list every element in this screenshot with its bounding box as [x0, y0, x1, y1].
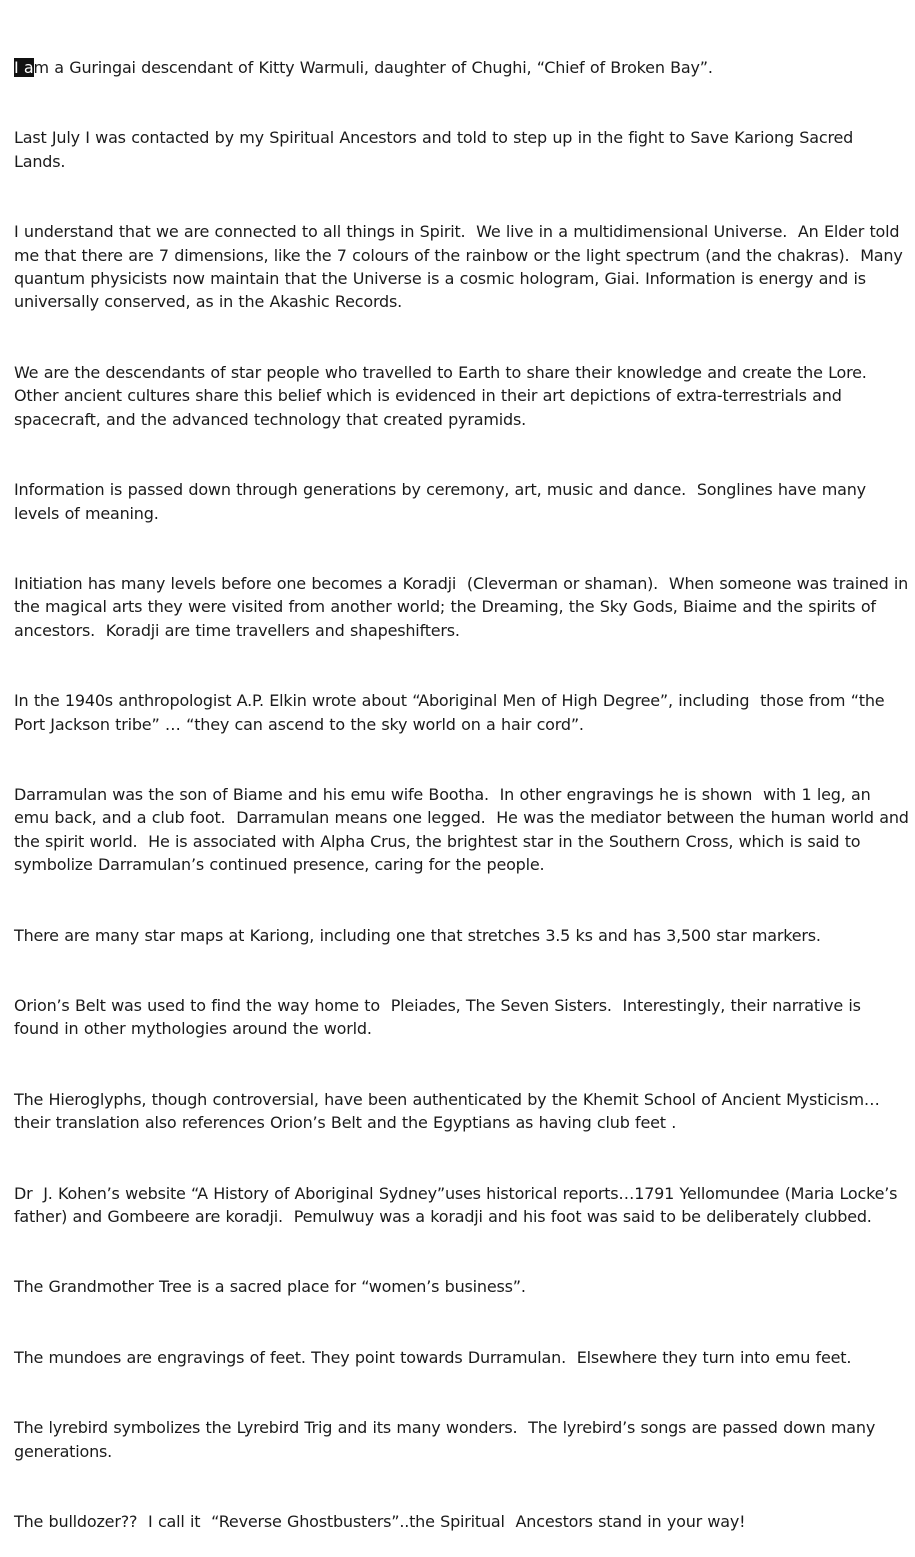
paragraph-intro[interactable]	[14, 56, 909, 79]
paragraph: Dr J. Kohen’s website “A History of Aboriginal Sydney”uses historical reports…1791 Yellomundee (Maria Locke’s father) and Gombeere are koradji. Pemulwuy was a koradji and his foot was said to be deliberately clubbed.	[14, 1183, 903, 1227]
paragraph: Orion’s Belt was used to find the way home to Pleiades, The Seven Sisters. Interestingly, their narrative is found in other mythologies around the world.	[14, 996, 867, 1039]
paragraph: I understand that we are connected to all things in Spirit. We live in a multidimensional Universe. An Elder told me that there are 7 dimensions, like the 7 colours of the rainbow or the light spectrum (and the chakras). Many quantum physicists now maintain that the Universe is a cosmic hologram, Giai. Information is energy and is universally conserved, as in the Akashic Records.	[14, 222, 908, 312]
paragraph: Information is passed down through generations by ceremony, art, music and dance. Songlines have many levels of meaning.	[14, 480, 872, 523]
paragraph: Last July I was contacted by my Spiritual Ancestors and told to step up in the fight to Save Kariong Sacred Lands.	[14, 128, 859, 171]
paragraph: We are the descendants of star people who travelled to Earth to share their knowledge and create the Lore. Other ancient cultures share this belief which is evidenced in their art depictions of extra-terrestrials and spacecraft, and the advanced technology that created pyramids.	[14, 362, 873, 429]
paragraph: The bulldozer?? I call it “Reverse Ghostbusters”..the Spiritual Ancestors stand in your way!	[14, 1512, 746, 1531]
paragraph: The mundoes are engravings of feet. They point towards Durramulan. Elsewhere they turn into emu feet.	[14, 1347, 852, 1367]
text-selection[interactable]: I a	[14, 57, 34, 77]
paragraph: In the 1940s anthropologist A.P. Elkin wrote about “Aboriginal Men of High Degree”, including those from “the Port Jackson tribe” … “they can ascend to the sky world on a hair cord”.	[14, 691, 890, 734]
paragraph: Initiation has many levels before one becomes a Koradji (Cleverman or shaman). When someone was trained in the magical arts they were visited from another world; the Dreaming, the Sky Gods, Biaime and the spirits of ancestors. Koradji are time travellers and shapeshifters.	[14, 573, 914, 640]
paragraph: The Hieroglyphs, though controversial, have been authenticated by the Khemit School of Ancient Mysticism…their translation also references Orion’s Belt and the Egyptians as having club feet .	[14, 1089, 880, 1133]
paragraph: The Grandmother Tree is a sacred place for “women’s business”.	[14, 1277, 526, 1297]
paragraph: The lyrebird symbolizes the Lyrebird Trig and its many wonders. The lyrebird’s songs are passed down many generations.	[14, 1418, 881, 1461]
paragraph: Darramulan was the son of Biame and his emu wife Bootha. In other engravings he is shown with 1 leg, an emu back, and a club foot. Darramulan means one legged. He was the mediator between the human world and the spirit world. He is associated with Alpha Crus, the brightest star in the Southern Cross, which is said to symbolize Darramulan’s continued presence, caring for the people.	[14, 784, 915, 875]
paragraph-text: m a Guringai descendant of Kitty Warmuli, daughter of Chughi, “Chief of Broken Bay”.	[33, 57, 713, 77]
paragraph: There are many star maps at Kariong, including one that stretches 3.5 ks and has 3,500 star markers.	[14, 925, 821, 945]
document-body[interactable]	[14, 9, 915, 1557]
